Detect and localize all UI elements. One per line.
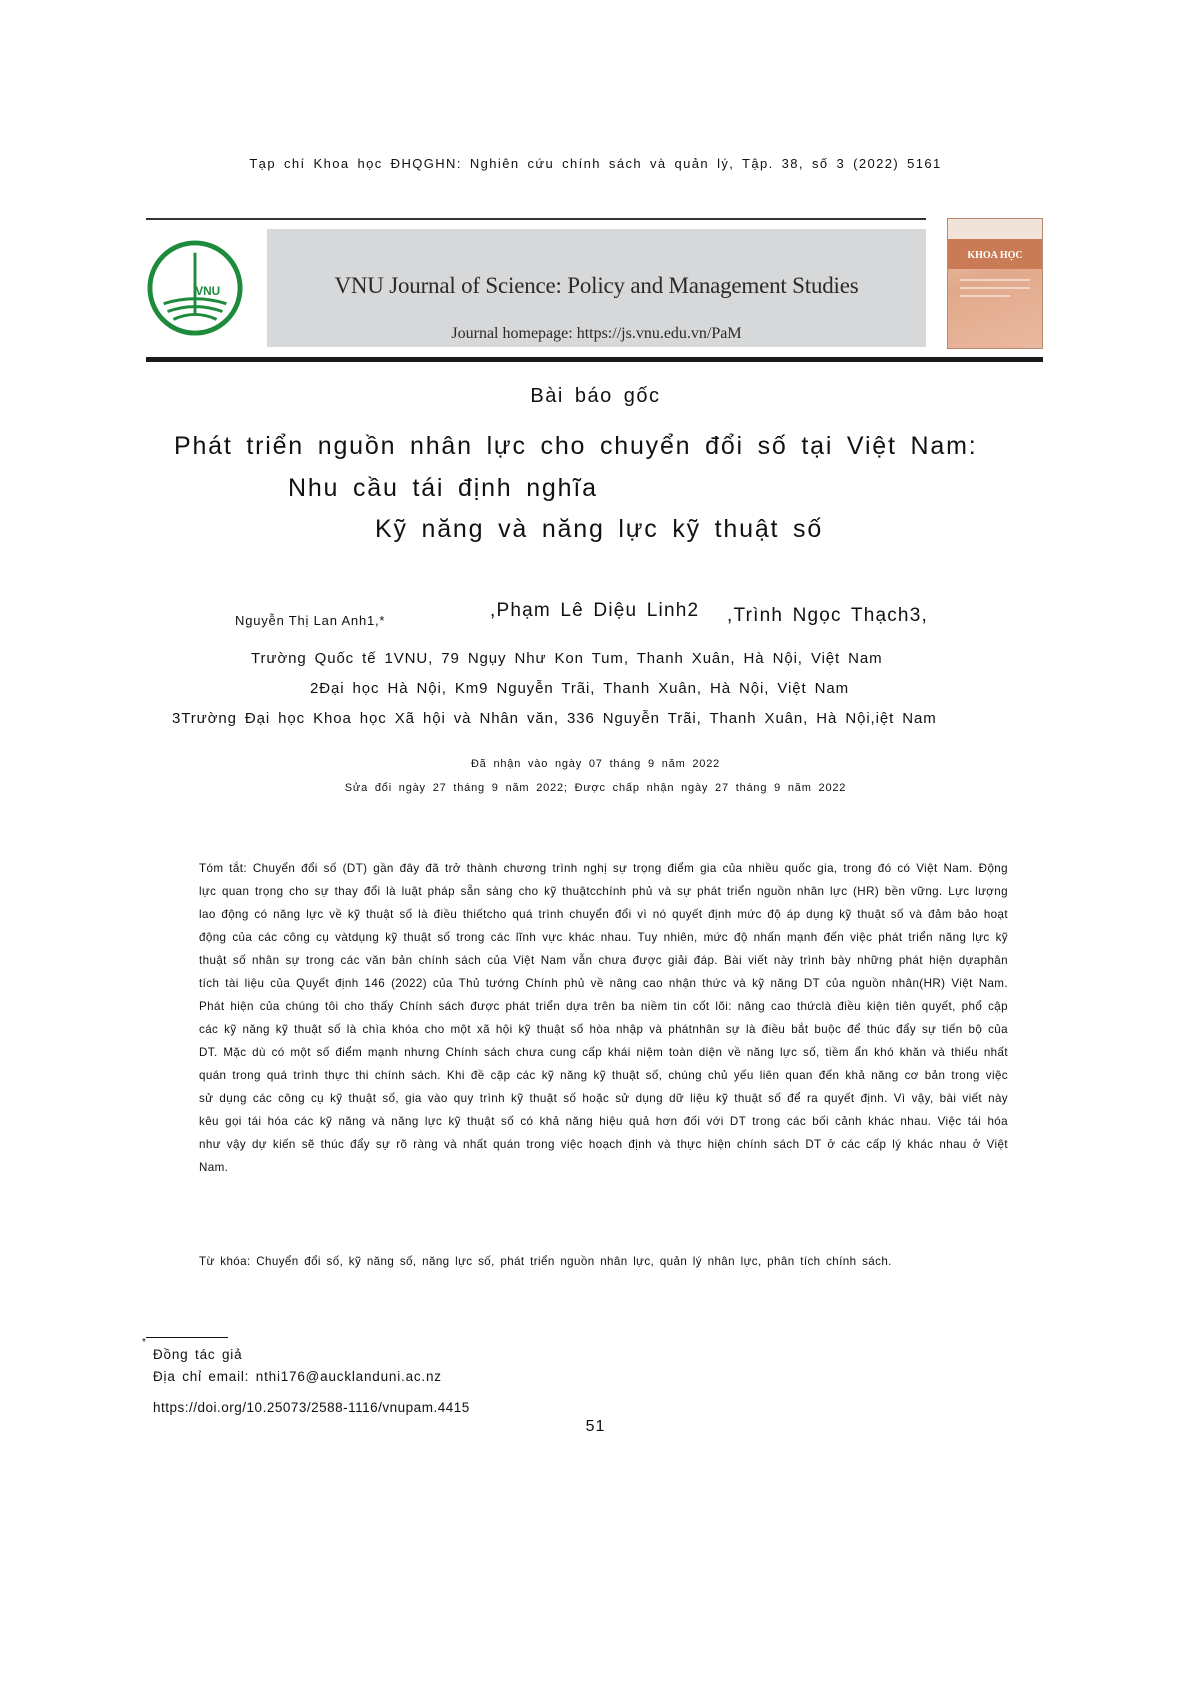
received-date: Đã nhận vào ngày 07 tháng 9 năm 2022: [470, 758, 721, 770]
page-number: 51: [585, 1418, 606, 1435]
running-head: Tạp chí Khoa học ĐHQGHN: Nghiên cứu chính sách và quản lý, Tập. 38, số 3 (2022) 5161: [249, 156, 942, 171]
logo-text: VNU: [195, 284, 221, 298]
keywords: Từ khóa: Chuyển đổi số, kỹ năng số, năng lực số, phát triển nguồn nhân lực, quản lý nhân lực, phân tích chính sách.: [199, 1255, 892, 1268]
doi-link[interactable]: https://doi.org/10.25073/2588-1116/vnupam.4415: [153, 1400, 470, 1415]
vnu-logo: [146, 238, 244, 338]
author-1: Nguyễn Thị Lan Anh1,*: [235, 613, 386, 628]
abstract: Tóm tắt: Chuyển đổi số (DT) gần đây đã trở thành chương trình nghị sự trọng điểm gia của nhiều quốc gia, trong đó có Việt Nam. Động lực quan trọng cho sự thay đổi là luật pháp sẵn sàng cho kỹ thuậtcchính phủ và sự phát triển nguồn nhân lực (HR) bền vững. Lực lượng lao động có năng lực về kỹ thuật số là điều thiếtcho quá trình chuyển đổi vì nó quyết định mức độ áp dụng kỹ thuật số và đảm bảo hoạt động của các công cụ vàtdụng kỹ thuật số trong các lĩnh vực khác nhau. Tuy nhiên, mức độ nhấn mạnh đến việc phát triển năng lực kỹ thuật số nhân sự trong các văn bản chính sách của Việt Nam vẫn chưa được giải đáp. Bài viết này trình bày những phát hiện dựaphân tích tài liệu của Quyết định 146 (2022) của Thủ tướng Chính phủ về nâng cao nhận thức và kỹ năng DT của nguồn nhân(HR) Việt Nam. Phát hiện của chúng tôi cho thấy Chính sách được phát triển dựa trên ba niềm tin cốt lõi: nâng cao thứclà điều kiện tiên quyết, phổ cập các kỹ năng kỹ thuật số là chìa khóa cho một xã hội kỹ thuật số hòa nhập và phátnhân sự là điều bắt buộc để thúc đẩy sự tiến bộ của DT. Mặc dù có một số điểm mạnh nhưng Chính sách chưa cung cấp khái niệm toàn diện về năng lực số, tiềm ẩn khó khăn và thiếu nhất quán trong quá trình thực thi chính sách. Khi đề cập các kỹ năng kỹ thuật số, chúng chủ yếu liên quan đến khả năng cơ bản trong việc sử dụng các công cụ kỹ thuật số, gia vào quy trình kỹ thuật số hoặc sử dụng dữ liệu kỹ thuật số để ra quyết định. Vì vậy, bài viết này kêu gọi tái hóa các kỹ năng và năng lực kỹ thuật số có khả năng hiệu quả hơn đối với DT trong các bối cảnh khác nhau. Việc tái hóa như vậy dự kiến sẽ thúc đẩy sự rõ ràng và nhất quán trong việc hoạch định và thực hiện chính sách DT ở các cấp lý khác nhau ở Việt Nam.: [199, 862, 1008, 1174]
journal-cover-thumbnail: [947, 218, 1043, 349]
author-3: ,Trình Ngọc Thạch3,: [727, 605, 928, 626]
title-line-2: Nhu cầu tái định nghĩa: [288, 474, 598, 502]
affiliation-1: Trường Quốc tế 1VNU, 79 Ngụy Như Kon Tum, Thanh Xuân, Hà Nội, Việt Nam: [251, 650, 883, 667]
affiliation-3: 3Trường Đại học Khoa học Xã hội và Nhân văn, 336 Nguyễn Trãi, Thanh Xuân, Hà Nội,iệt Nam: [172, 710, 937, 727]
affiliation-2: 2Đại học Hà Nội, Km9 Nguyễn Trãi, Thanh Xuân, Hà Nội, Việt Nam: [310, 680, 849, 697]
cover-title: KHOA HỌC: [967, 250, 1023, 261]
footnote-mark: *: [142, 1337, 146, 1348]
journal-title: VNU Journal of Science: Policy and Management Studies: [334, 273, 859, 298]
header-top-rule: [146, 218, 926, 220]
header-bottom-rule: [146, 357, 1043, 362]
footnote-rule: [146, 1337, 228, 1338]
title-line-1: Phát triển nguồn nhân lực cho chuyển đổi số tại Việt Nam:: [174, 432, 978, 460]
article-type: Bài báo gốc: [530, 385, 661, 407]
revised-accepted-date: Sửa đổi ngày 27 tháng 9 năm 2022; Được chấp nhận ngày 27 tháng 9 năm 2022: [344, 782, 847, 794]
footnote-corresponding-author: Đồng tác giả: [153, 1347, 243, 1362]
title-line-3: Kỹ năng và năng lực kỹ thuật số: [375, 515, 824, 543]
footnote-email: Địa chỉ email: nthi176@aucklanduni.ac.nz: [153, 1369, 442, 1384]
journal-banner: [267, 229, 926, 347]
author-2: ,Phạm Lê Diệu Linh2: [490, 600, 700, 621]
journal-homepage: Journal homepage: https://js.vnu.edu.vn/PaM: [451, 325, 742, 342]
